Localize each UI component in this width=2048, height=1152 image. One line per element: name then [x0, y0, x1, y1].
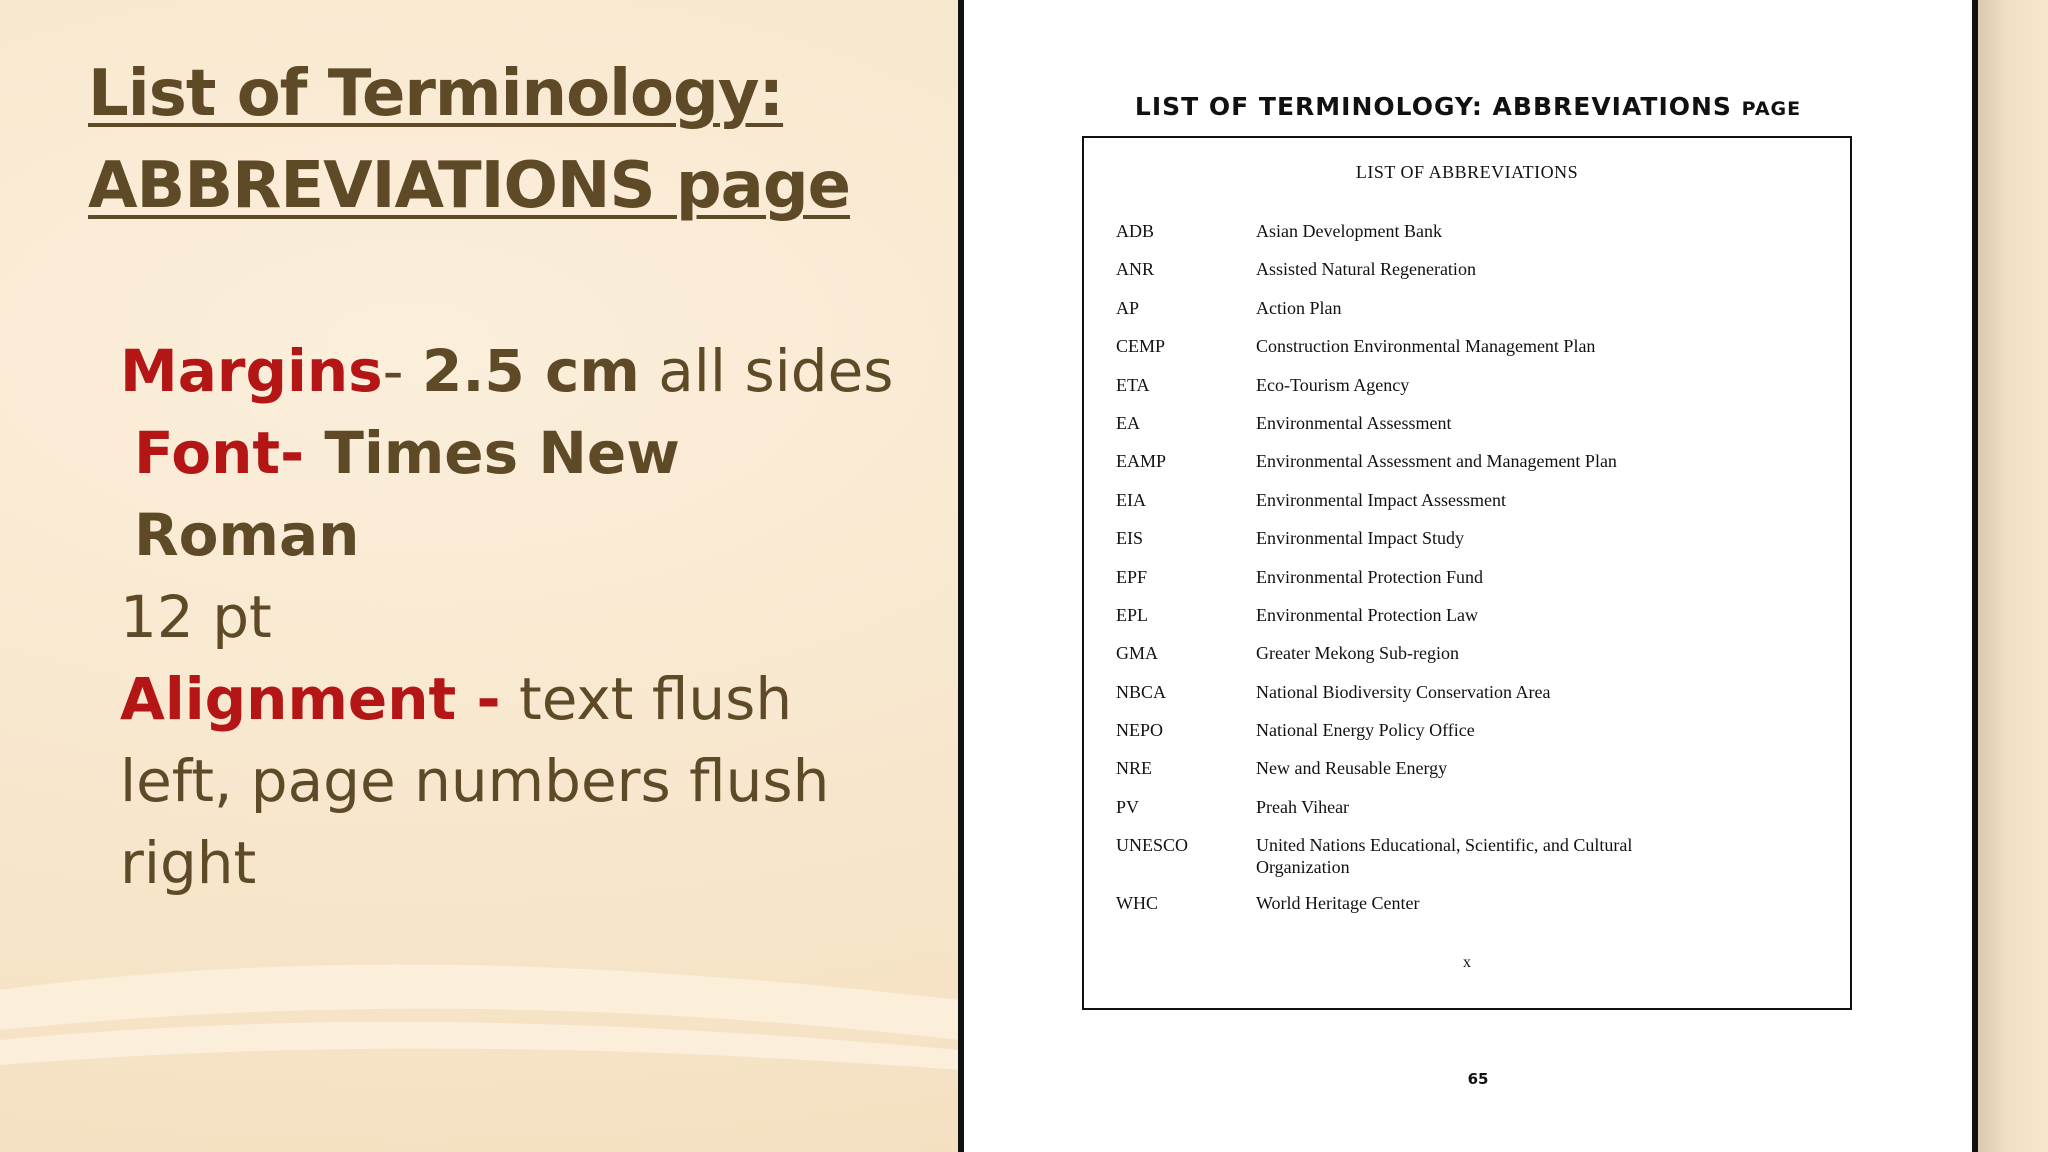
abbreviation-code: EA: [1116, 412, 1140, 433]
abbreviation-term: National Energy Policy Office: [1256, 720, 1475, 741]
abbreviation-code: PV: [1116, 796, 1140, 817]
page-heading-main: LIST OF TERMINOLOGY: ABBREVIATIONS: [1134, 92, 1742, 121]
abbreviation-row: [1116, 604, 1816, 642]
slide-body: [120, 330, 920, 904]
abbreviation-term: Assisted Natural Regeneration: [1256, 259, 1476, 280]
abbreviation-row: [1116, 719, 1816, 757]
font-label: Font-: [134, 419, 305, 487]
abbreviation-row: [1116, 335, 1816, 373]
abbreviation-code: EPF: [1116, 566, 1148, 587]
abbreviation-term: Environmental Protection Fund: [1256, 566, 1483, 587]
abbreviation-term: Environmental Assessment and Management Plan: [1256, 451, 1617, 472]
abbreviation-row: [1116, 374, 1816, 412]
abbreviation-code: ADB: [1116, 221, 1155, 241]
abbreviation-code: EAMP: [1116, 451, 1167, 472]
abbreviation-term: Environmental Impact Assessment: [1256, 489, 1506, 510]
abbreviations-box-title: LIST OF ABBREVIATIONS: [1355, 162, 1579, 182]
slide-text-panel: [0, 0, 960, 1152]
abbreviation-row: [1116, 834, 1816, 892]
alignment-line: [120, 658, 920, 904]
abbreviation-term: Environmental Protection Law: [1256, 604, 1478, 625]
slide-right-edge: [1978, 0, 2048, 1152]
abbreviation-code: AP: [1116, 297, 1140, 318]
abbreviation-code: CEMP: [1116, 336, 1166, 357]
abbreviations-list: [1116, 220, 1816, 931]
abbreviation-term: United Nations Educational, Scientific, and Cultural Organization: [1256, 835, 1633, 878]
abbreviation-row: [1116, 681, 1816, 719]
abbreviation-term: Action Plan: [1256, 297, 1342, 318]
margins-value: 2.5 cm: [422, 337, 640, 405]
abbreviation-code: ETA: [1116, 374, 1150, 395]
abbreviation-term: Environmental Assessment: [1256, 412, 1452, 433]
font-line: [120, 412, 920, 576]
abbreviation-code: NBCA: [1116, 681, 1167, 702]
abbreviation-term: Construction Environmental Management Plan: [1256, 336, 1596, 357]
page-number: 65: [1467, 1070, 1489, 1088]
alignment-value: text flush left, page numbers flush right: [120, 665, 830, 897]
abbreviation-term: Preah Vihear: [1256, 796, 1350, 817]
roman-page-numeral: x: [1463, 954, 1471, 971]
abbreviation-code: NEPO: [1116, 720, 1164, 741]
abbreviation-code: EIA: [1116, 489, 1146, 510]
abbreviation-term: New and Reusable Energy: [1256, 758, 1448, 779]
abbreviation-row: [1116, 642, 1816, 680]
abbreviation-term: Environmental Impact Study: [1256, 528, 1464, 549]
abbreviation-code: WHC: [1116, 893, 1158, 914]
abbreviation-row: [1116, 450, 1816, 488]
abbreviation-row: [1116, 297, 1816, 335]
abbreviation-row: [1116, 892, 1816, 930]
abbreviation-term: World Heritage Center: [1256, 893, 1420, 914]
margins-rest: all sides: [639, 337, 894, 405]
abbreviation-row: [1116, 757, 1816, 795]
page-heading: [964, 92, 1972, 121]
slide-title-line-1: List of Terminology:: [88, 57, 784, 131]
page-heading-small: PAGE: [1741, 98, 1802, 120]
slide-title: [88, 48, 948, 232]
abbreviation-term: Asian Development Bank: [1256, 221, 1442, 241]
abbreviation-code: ANR: [1116, 259, 1155, 280]
abbreviations-box: [1082, 136, 1852, 1010]
abbreviation-code: EPL: [1116, 604, 1149, 625]
abbreviation-term: Greater Mekong Sub-region: [1256, 643, 1459, 664]
margins-line: [120, 330, 920, 412]
document-page-image: [958, 0, 1978, 1152]
abbreviation-row: [1116, 489, 1816, 527]
abbreviation-term: National Biodiversity Conservation Area: [1256, 681, 1551, 702]
font-value: Times New Roman: [134, 419, 680, 569]
font-size-line: 12 pt: [120, 583, 272, 651]
abbreviation-term: Eco-Tourism Agency: [1256, 374, 1410, 395]
abbreviation-code: EIS: [1116, 528, 1143, 549]
abbreviation-row: [1116, 412, 1816, 450]
alignment-label: Alignment -: [120, 665, 501, 733]
abbreviation-row: [1116, 220, 1816, 258]
abbreviation-code: GMA: [1116, 643, 1159, 664]
abbreviation-row: [1116, 527, 1816, 565]
margins-dash: -: [382, 337, 423, 405]
abbreviation-code: UNESCO: [1116, 835, 1189, 856]
abbreviation-row: [1116, 796, 1816, 834]
margins-label: Margins: [120, 337, 383, 405]
abbreviation-row: [1116, 258, 1816, 296]
abbreviation-code: NRE: [1116, 758, 1152, 779]
slide-title-line-2: ABBREVIATIONS page: [88, 149, 851, 223]
abbreviation-row: [1116, 566, 1816, 604]
